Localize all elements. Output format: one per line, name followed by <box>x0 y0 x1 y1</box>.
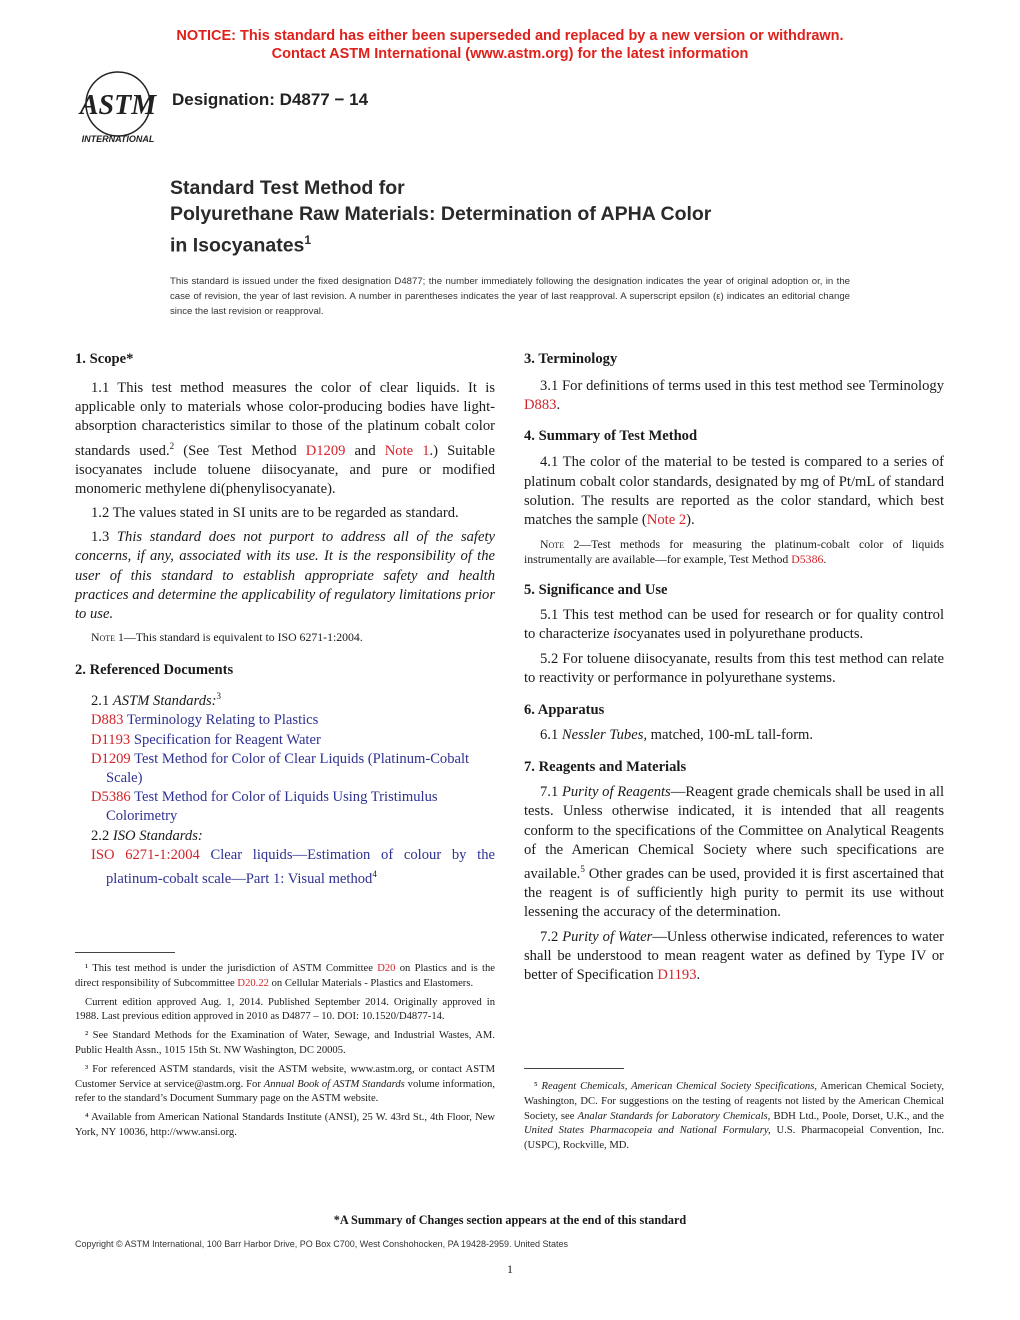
title-line-3: in Isocyanates$^1$ <box>170 233 312 257</box>
title-line-1: Standard Test Method for <box>170 177 405 199</box>
paragraph-3-1: 3.1 For definitions of terms used in this test method see Terminology D883. <box>524 378 944 414</box>
logo-subtext: INTERNATIONAL <box>81 134 155 144</box>
link-note-1[interactable]: Note 1 <box>384 442 430 459</box>
paragraph-7-1: 7.1 Purity of Reagents—Reagent grade chemicals shall be used in all tests. Unless otherwise indicated, it is intended that all reagents conform to the specifications of the Committee on Analytical Reagents of the American Chemical Society where such specifications are available.$^5$ Other grades can be used, provided it is first ascertained that the reagent is of sufficiently high purity to permit its use without lessening the accuracy of the determination. <box>524 784 945 921</box>
link-d20[interactable]: D20 <box>377 963 396 974</box>
paragraph-5-2: 5.2 For toluene diisocyanate, results from this test method can relate to reactivity or performance in polyurethane systems. <box>524 650 944 686</box>
reference-iso-6271[interactable]: ISO 6271-1:2004 Clear liquids—Estimation of colour by the platinum-cobalt scale—Part 1: Visual method$^4$ <box>91 846 495 887</box>
reference-d5386[interactable]: D5386 Test Method for Color of Liquids Using Tristimulus Colorimetry <box>91 789 438 825</box>
footnotes-left <box>75 962 495 1145</box>
link-d20-22[interactable]: D20.22 <box>237 977 269 989</box>
notice-line-1: NOTICE: This standard has either been superseded and replaced by a new version or withdrawn. <box>176 28 844 44</box>
title-line-2: Polyurethane Raw Materials: Determination of APHA Color <box>170 203 712 225</box>
issuance-statement: This standard is issued under the fixed designation D4877; the number immediately following the designation indicates the year of original adoption or, in the case of revision, the year of last revision. A number in parentheses indicates the year of last reapproval. A superscript epsilon (ε) indicates an editorial change since the last revision or reapproval. <box>170 276 850 317</box>
footnote-separator-left <box>75 952 175 953</box>
link-d1209[interactable]: D1209 <box>305 442 346 459</box>
designation: Designation: D4877 − 14 <box>172 90 369 109</box>
subsection-2-2: 2.2 ISO Standards: <box>91 827 203 844</box>
footnote-3: ³ For referenced ASTM standards, visit the ASTM website, www.astm.org, or contact ASTM Customer Service at service@astm.org. For Annual Book of ASTM Standards volume information, refer to the standard’s Document Summary page on the ASTM website. <box>75 1063 495 1105</box>
reference-d1209[interactable]: D1209 Test Method for Color of Clear Liquids (Platinum-Cobalt Scale) <box>91 750 470 786</box>
link-note-2[interactable]: Note 2 <box>646 512 687 529</box>
footnote-separator-right <box>524 1068 624 1069</box>
section-5-heading: 5. Significance and Use <box>524 582 668 599</box>
withdrawn-notice <box>0 27 1020 63</box>
footnote-2: ² See Standard Methods for the Examination of Water, Sewage, and Industrial Wastes, AM. Public Health Assn., 1015 15th St. NW Washington, DC 20005. <box>75 1030 495 1056</box>
footnote-1-edition: Current edition approved Aug. 1, 2014. Published September 2014. Originally approved in 1988. Last previous edition approved in 2010 as D4877 – 10. DOI: 10.1520/D4877-14. <box>75 996 495 1023</box>
link-d5386[interactable]: D5386 <box>791 552 824 567</box>
section-4-heading: 4. Summary of Test Method <box>524 428 698 445</box>
paragraph-1-3: 1.3 This standard does not purport to address all of the safety concerns, if any, associated with its use. It is the responsibility of the user of this standard to establish appropriate safety and health practices and determine the applicability of regulatory limitations prior to use. <box>75 529 495 623</box>
section-3-heading: 3. Terminology <box>524 351 618 367</box>
section-1-heading: 1. Scope* <box>75 351 134 367</box>
link-d1193[interactable]: D1193 <box>657 966 697 983</box>
paragraph-5-1: 5.1 This test method can be used for research or for quality control to characterize isocyanates used in polyurethane products. <box>524 607 944 643</box>
logo-text: ASTM <box>79 90 157 121</box>
notice-line-2: Contact ASTM International (www.astm.org) for the latest information <box>271 46 749 62</box>
summary-of-changes-note: *A Summary of Changes section appears at the end of this standard <box>333 1213 687 1227</box>
subsection-2-1: 2.1 ASTM Standards:$^3$ <box>91 691 222 710</box>
document-title <box>170 175 910 259</box>
footnote-4: ⁴ Available from American National Standards Institute (ANSI), 25 W. 43rd St., 4th Floor, New York, NY 10036, http://www.ansi.org. <box>75 1112 495 1138</box>
paragraph-1-2: 1.2 The values stated in SI units are to be regarded as standard. <box>91 505 459 522</box>
reference-d1193[interactable]: D1193 Specification for Reagent Water <box>91 731 321 748</box>
note-1: Note 1—This standard is equivalent to ISO 6271-1:2004. <box>91 630 363 645</box>
right-column <box>524 350 944 985</box>
footnote-1: ¹ This test method is under the jurisdiction of ASTM Committee D20 on Plastics and is the direct responsibility of Subcommittee D20.22 on Cellular Materials - Plastics and Elastomers. <box>75 963 495 989</box>
link-d883[interactable]: D883 <box>524 397 557 414</box>
paragraph-7-2: 7.2 Purity of Water—Unless otherwise indicated, references to water shall be understood to mean reagent water as defined by Type IV or better of Specification D1193. <box>524 928 945 983</box>
section-2-heading: 2. Referenced Documents <box>75 662 234 679</box>
footnote-5: ⁵ Reagent Chemicals, American Chemical Society Specifications, American Chemical Society, Washington, DC. For suggestions on the testing of reagents not listed by the American Chemical Society, see Analar Standards for Laboratory Chemicals, BDH Ltd., Poole, Dorset, U.K., and the United States Pharmacopeia and National Formulary, U.S. Pharmacopeial Convention, Inc. (USPC), Rockville, MD. <box>524 1081 945 1152</box>
paragraph-4-1: 4.1 The color of the material to be tested is compared to a series of platinum cobalt color standards, designated by mg of Pt/mL of standard solution. The results are reported as the color standard, which best matches the sample (Note 2). <box>524 454 944 529</box>
note-2: Note 2—Test methods for measuring the platinum-cobalt color of liquids instrumentally are available—for example, Test Method D5386. <box>524 537 944 567</box>
astm-logo-icon <box>72 70 164 148</box>
footnotes-right <box>524 1080 944 1158</box>
copyright: Copyright © ASTM International, 100 Barr Harbor Drive, PO Box C700, West Conshohocken, PA 19428-2959. United States <box>75 1239 569 1249</box>
left-column <box>75 350 495 889</box>
section-6-heading: 6. Apparatus <box>524 702 605 719</box>
paragraph-6-1: 6.1 Nessler Tubes, matched, 100-mL tall-form. <box>540 727 814 744</box>
section-7-heading: 7. Reagents and Materials <box>524 759 687 776</box>
paragraph-1-1: 1.1 This test method measures the color of clear liquids. It is applicable only to materials whose color-producing bodies have light-absorption characteristics similar to those of the platinum cobalt color standards used.$^2$ (See Test Method D1209 and Note 1.) Suitable isocyanates include toluene diisocyanate, and pure or modified monomeric methylene di(phenylisocyanate). <box>75 380 495 497</box>
page-number: 1 <box>507 1262 513 1276</box>
reference-d883[interactable]: D883 Terminology Relating to Plastics <box>91 712 319 729</box>
